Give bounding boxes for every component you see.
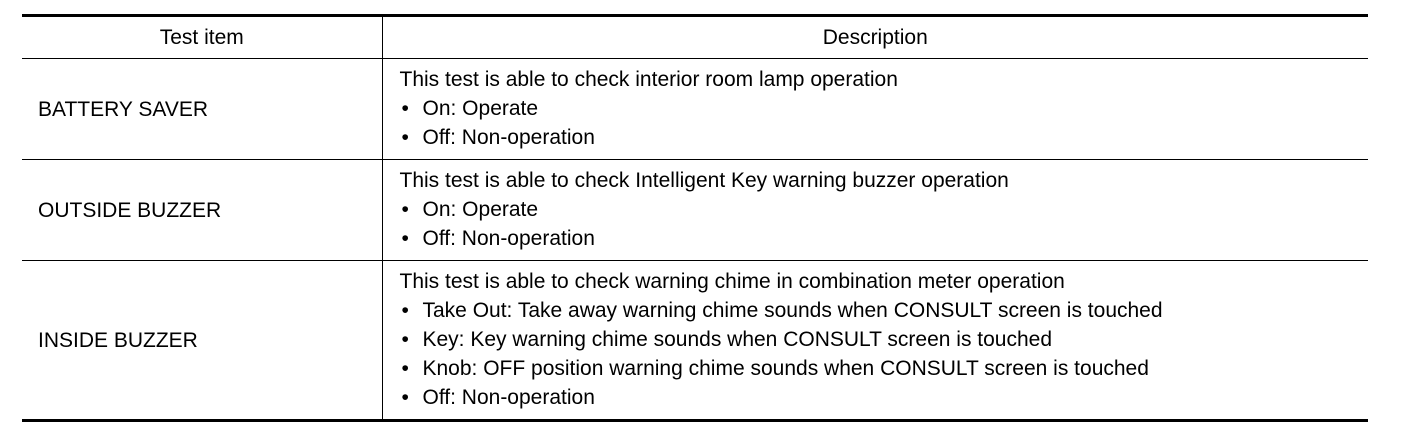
option-item bbox=[400, 383, 1369, 412]
bullet-icon: • bbox=[401, 126, 409, 149]
test-item-description bbox=[382, 59, 1368, 160]
bullet-icon: • bbox=[401, 97, 409, 120]
test-item-description bbox=[382, 160, 1368, 261]
option-item bbox=[400, 224, 1369, 253]
bullet-icon: • bbox=[401, 386, 409, 409]
test-item-table bbox=[22, 14, 1368, 422]
bullet-icon: • bbox=[401, 198, 409, 221]
test-item-name: INSIDE BUZZER bbox=[22, 261, 382, 421]
test-item-name: BATTERY SAVER bbox=[22, 59, 382, 160]
description-text: This test is able to check Intelligent Key warning buzzer operation bbox=[399, 169, 1009, 192]
header-description: Description bbox=[382, 16, 1368, 59]
option-text: Off: Non-operation bbox=[422, 126, 595, 149]
test-item-table-container bbox=[22, 14, 1368, 422]
table-row bbox=[22, 59, 1368, 160]
option-list bbox=[400, 296, 1369, 412]
option-text: Off: Non-operation bbox=[422, 227, 595, 250]
description-text: This test is able to check warning chime in combination meter operation bbox=[399, 270, 1065, 293]
table-header-row bbox=[22, 16, 1368, 59]
bullet-icon: • bbox=[401, 299, 409, 322]
header-test-item: Test item bbox=[22, 16, 382, 59]
option-item bbox=[400, 325, 1369, 354]
option-text: On: Operate bbox=[422, 198, 539, 221]
option-item bbox=[400, 296, 1369, 325]
table-row bbox=[22, 160, 1368, 261]
bullet-icon: • bbox=[401, 227, 409, 250]
option-text: Take Out: Take away warning chime sounds when CONSULT screen is touched bbox=[422, 299, 1163, 322]
option-list bbox=[400, 94, 1369, 152]
test-item-description bbox=[382, 261, 1368, 421]
option-text: On: Operate bbox=[422, 97, 539, 120]
option-text: Off: Non-operation bbox=[422, 386, 595, 409]
bullet-icon: • bbox=[401, 357, 409, 380]
option-text: Knob: OFF position warning chime sounds when CONSULT screen is touched bbox=[422, 357, 1149, 380]
option-item bbox=[400, 123, 1369, 152]
description-text: This test is able to check interior room lamp operation bbox=[399, 68, 898, 91]
bullet-icon: • bbox=[401, 328, 409, 351]
option-item bbox=[400, 94, 1369, 123]
table-row bbox=[22, 261, 1368, 421]
option-item bbox=[400, 354, 1369, 383]
option-list bbox=[400, 195, 1369, 253]
option-text: Key: Key warning chime sounds when CONSULT screen is touched bbox=[422, 328, 1053, 351]
option-item bbox=[400, 195, 1369, 224]
test-item-name: OUTSIDE BUZZER bbox=[22, 160, 382, 261]
